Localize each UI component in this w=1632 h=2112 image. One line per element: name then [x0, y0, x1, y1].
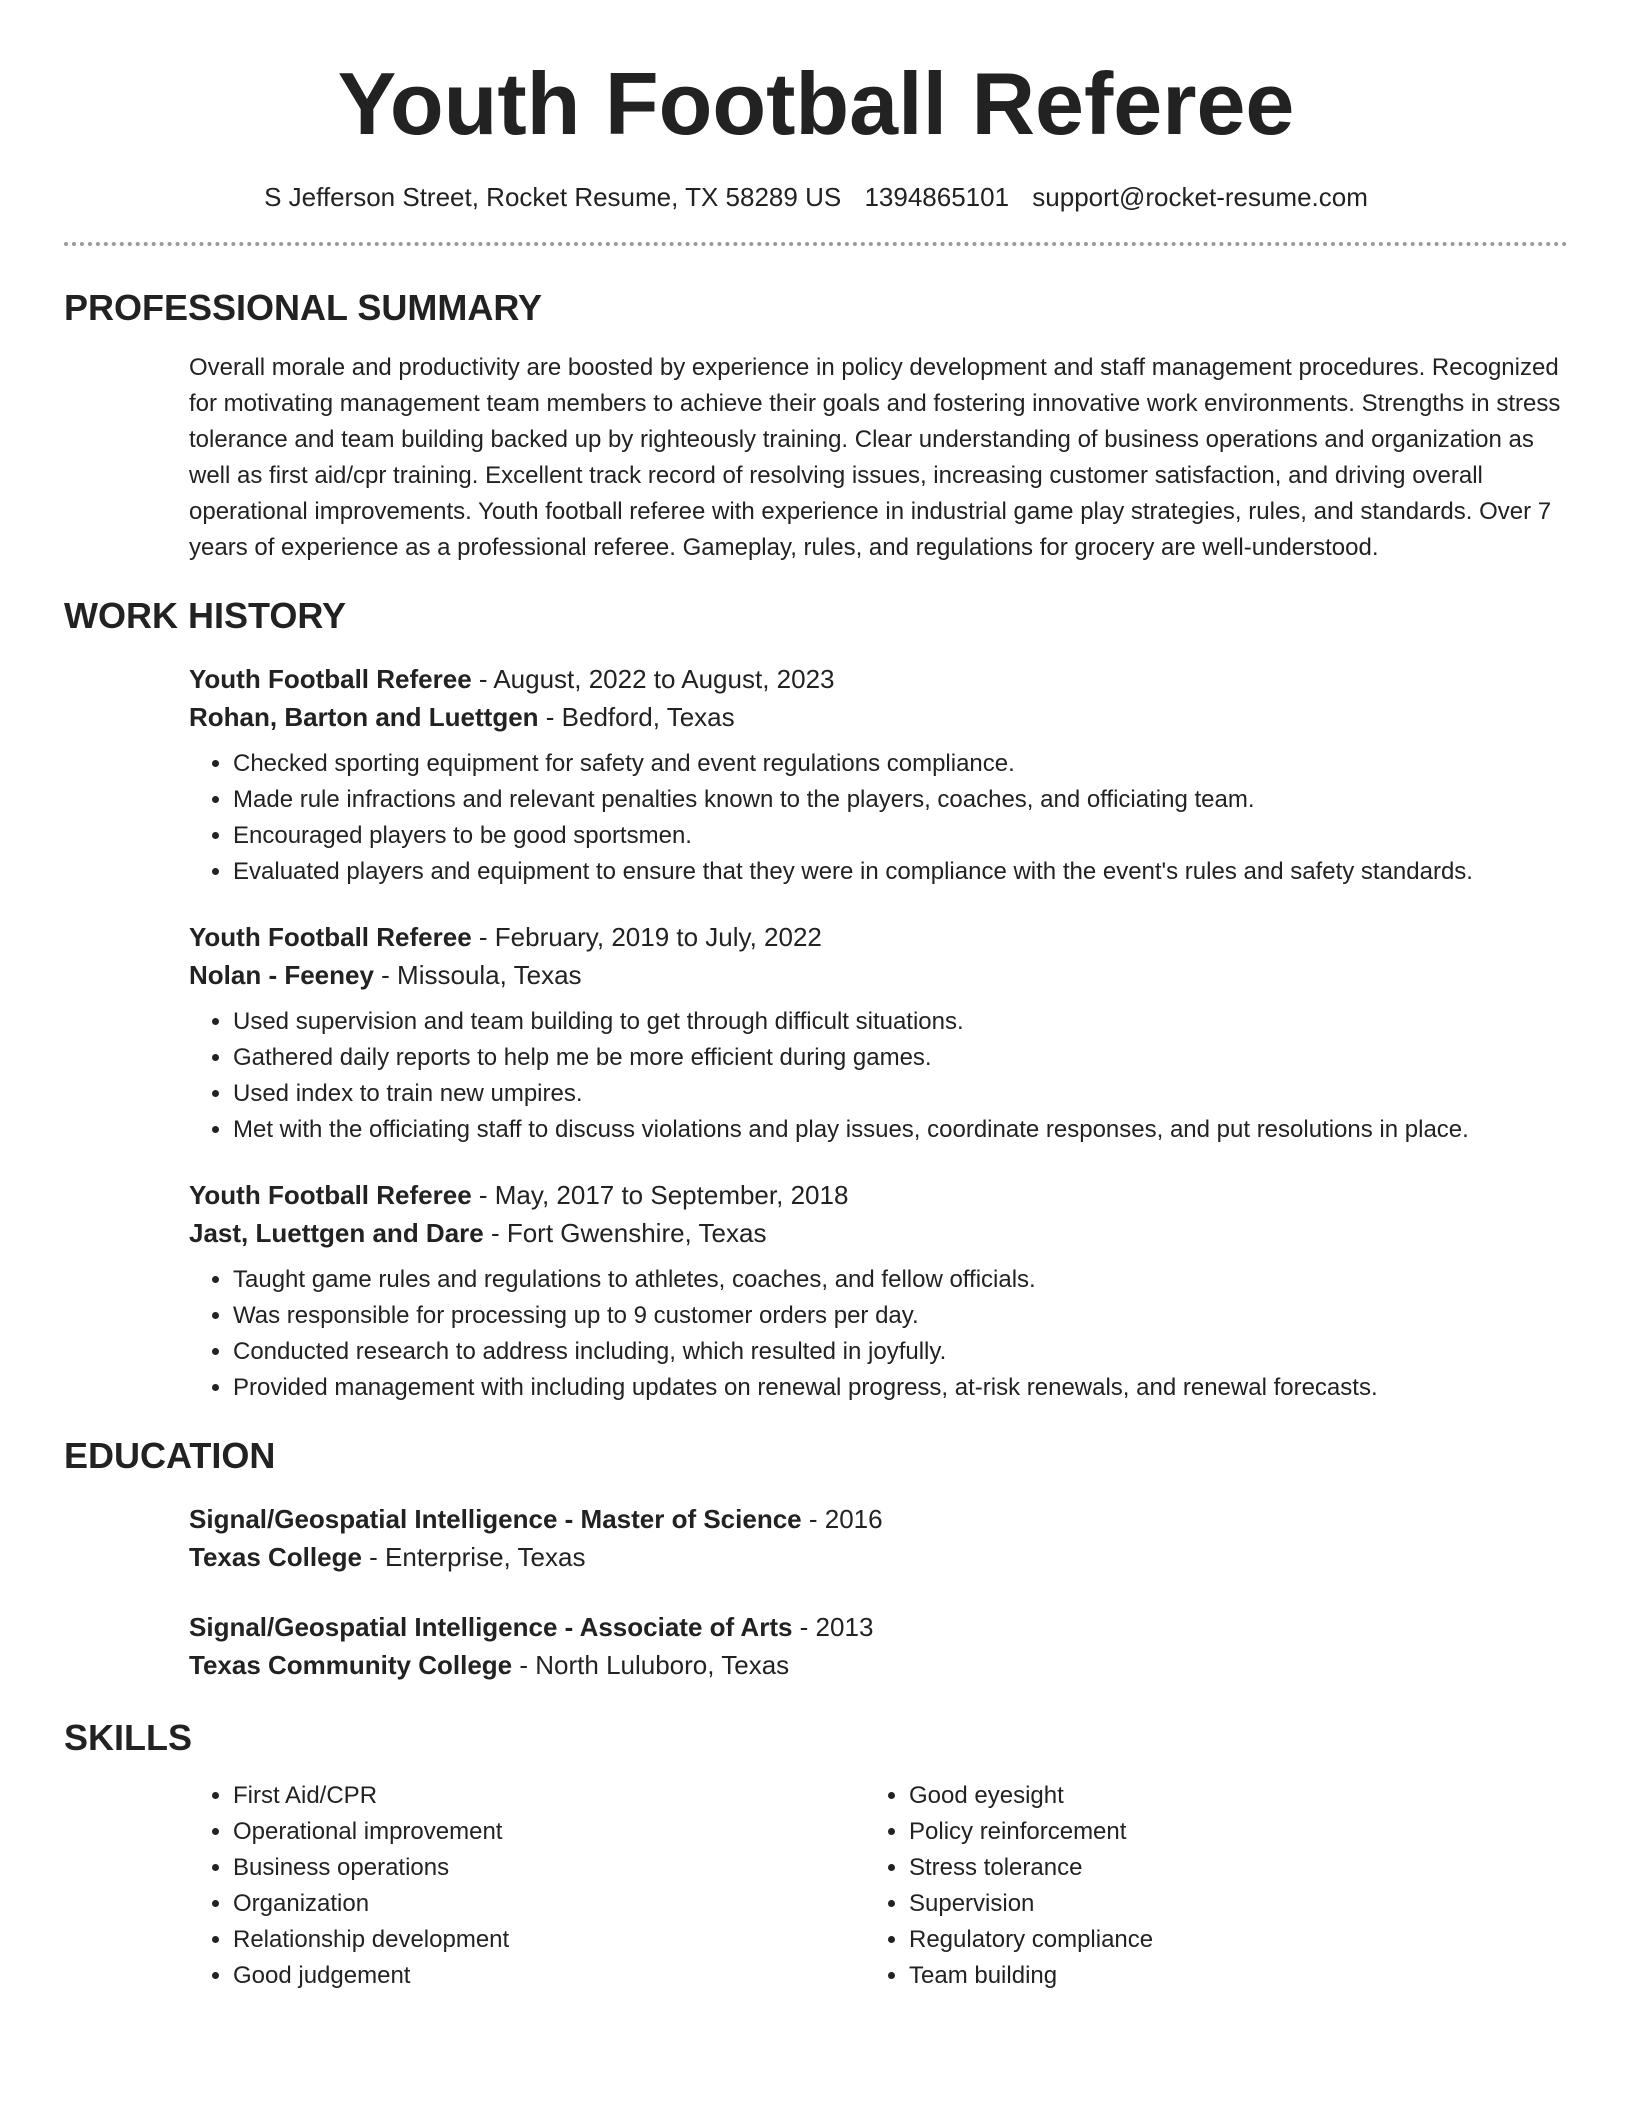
education-entry — [189, 1500, 1568, 1576]
header-divider — [64, 242, 1568, 246]
candidate-name: Youth Football Referee — [337, 54, 1295, 153]
skill-item: • Stress tolerance — [909, 1850, 1541, 1886]
summary-heading: PROFESSIONAL SUMMARY — [64, 287, 543, 328]
school-location: - North Luluboro, Texas — [512, 1650, 790, 1680]
list-item: • Made rule infractions and relevant penalties known to the players, coaches, and officiating team. — [233, 782, 1568, 818]
summary-text: Overall morale and productivity are boosted by experience in policy development and staff management procedures. Recognized for motivating management team members to achieve their goals and fostering innovative work environments. Strengths in stress tolerance and team building backed up by righteously training. Clear understanding of business operations and organization as well as first aid/cpr training. Excellent track record of resolving issues, increasing customer satisfaction, and driving overall operational improvements. Youth football referee with experience in industrial game play strategies, rules, and standards. Over 7 years of experience as a professional referee. Gameplay, rules, and regulations for grocery are well-understood. — [189, 354, 1561, 561]
job-bullets — [189, 1004, 1568, 1148]
skill-item: • Operational improvement — [233, 1814, 865, 1850]
school-name: Texas College — [189, 1542, 362, 1572]
email-text: support@rocket-resume.com — [1032, 182, 1368, 212]
skill-item: • Organization — [233, 1886, 865, 1922]
degree-line — [189, 1608, 1568, 1646]
list-item: • Was responsible for processing up to 9 customer orders per day. — [233, 1298, 1568, 1334]
skill-item: • Regulatory compliance — [909, 1922, 1541, 1958]
job-role: Youth Football Referee — [189, 922, 472, 952]
skill-item: • Supervision — [909, 1886, 1541, 1922]
job-dates: - May, 2017 to September, 2018 — [471, 1180, 849, 1210]
degree-year: - 2016 — [801, 1504, 883, 1534]
school-name: Texas Community College — [189, 1650, 513, 1680]
phone-text: 1394865101 — [864, 182, 1010, 212]
work-history-section — [64, 594, 1568, 1406]
skill-item: • Good eyesight — [909, 1778, 1541, 1814]
job-location: - Bedford, Texas — [538, 702, 735, 732]
job-company-line — [189, 1214, 1568, 1252]
list-item: • Used index to train new umpires. — [233, 1076, 1568, 1112]
address-text: S Jefferson Street, Rocket Resume, TX 58289 US — [264, 182, 842, 212]
education-heading: EDUCATION — [64, 1435, 276, 1476]
list-item: • Checked sporting equipment for safety and event regulations compliance. — [233, 746, 1568, 782]
job-company: Jast, Luettgen and Dare — [189, 1218, 484, 1248]
job-role: Youth Football Referee — [189, 664, 472, 694]
school-line — [189, 1538, 1568, 1576]
skills-heading: SKILLS — [64, 1717, 193, 1758]
degree-year: - 2013 — [792, 1612, 874, 1642]
skill-item: • Business operations — [233, 1850, 865, 1886]
job-title-line — [189, 1176, 1568, 1214]
work-history-heading: WORK HISTORY — [64, 595, 347, 636]
job-location: - Fort Gwenshire, Texas — [483, 1218, 767, 1248]
skill-item: • Team building — [909, 1958, 1541, 1994]
job-bullets — [189, 1262, 1568, 1406]
job-bullets — [189, 746, 1568, 890]
job-entry — [189, 918, 1568, 1148]
job-company-line — [189, 698, 1568, 736]
list-item: • Evaluated players and equipment to ensure that they were in compliance with the event's rules and safety standards. — [233, 854, 1568, 890]
school-location: - Enterprise, Texas — [361, 1542, 586, 1572]
skills-grid — [189, 1778, 1568, 1994]
list-item: • Conducted research to address including, which resulted in joyfully. — [233, 1334, 1568, 1370]
job-dates: - August, 2022 to August, 2023 — [471, 664, 835, 694]
contact-line — [64, 180, 1568, 214]
education-entry — [189, 1608, 1568, 1684]
degree-line — [189, 1500, 1568, 1538]
skills-column-left — [189, 1778, 865, 1994]
degree-name: Signal/Geospatial Intelligence - Associate of Arts — [189, 1612, 793, 1642]
list-item: • Encouraged players to be good sportsmen. — [233, 818, 1568, 854]
resume-header — [64, 0, 1568, 246]
degree-name: Signal/Geospatial Intelligence - Master of Science — [189, 1504, 802, 1534]
list-item: • Provided management with including updates on renewal progress, at-risk renewals, and renewal forecasts. — [233, 1370, 1568, 1406]
list-item: • Taught game rules and regulations to athletes, coaches, and fellow officials. — [233, 1262, 1568, 1298]
job-title-line — [189, 660, 1568, 698]
job-entry — [189, 1176, 1568, 1406]
skills-column-right — [865, 1778, 1541, 1994]
job-title-line — [189, 918, 1568, 956]
education-section — [64, 1434, 1568, 1684]
summary-section — [64, 286, 1568, 566]
school-line — [189, 1646, 1568, 1684]
job-company: Nolan - Feeney — [189, 960, 374, 990]
job-role: Youth Football Referee — [189, 1180, 472, 1210]
skill-item: • First Aid/CPR — [233, 1778, 865, 1814]
list-item: • Gathered daily reports to help me be more efficient during games. — [233, 1040, 1568, 1076]
job-dates: - February, 2019 to July, 2022 — [471, 922, 822, 952]
skill-item: • Policy reinforcement — [909, 1814, 1541, 1850]
job-location: - Missoula, Texas — [373, 960, 582, 990]
job-entry — [189, 660, 1568, 890]
list-item: • Met with the officiating staff to discuss violations and play issues, coordinate responses, and put resolutions in place. — [233, 1112, 1568, 1148]
list-item: • Used supervision and team building to get through difficult situations. — [233, 1004, 1568, 1040]
skills-section — [64, 1716, 1568, 1994]
job-company: Rohan, Barton and Luettgen — [189, 702, 539, 732]
skill-item: • Good judgement — [233, 1958, 865, 1994]
job-company-line — [189, 956, 1568, 994]
skill-item: • Relationship development — [233, 1922, 865, 1958]
